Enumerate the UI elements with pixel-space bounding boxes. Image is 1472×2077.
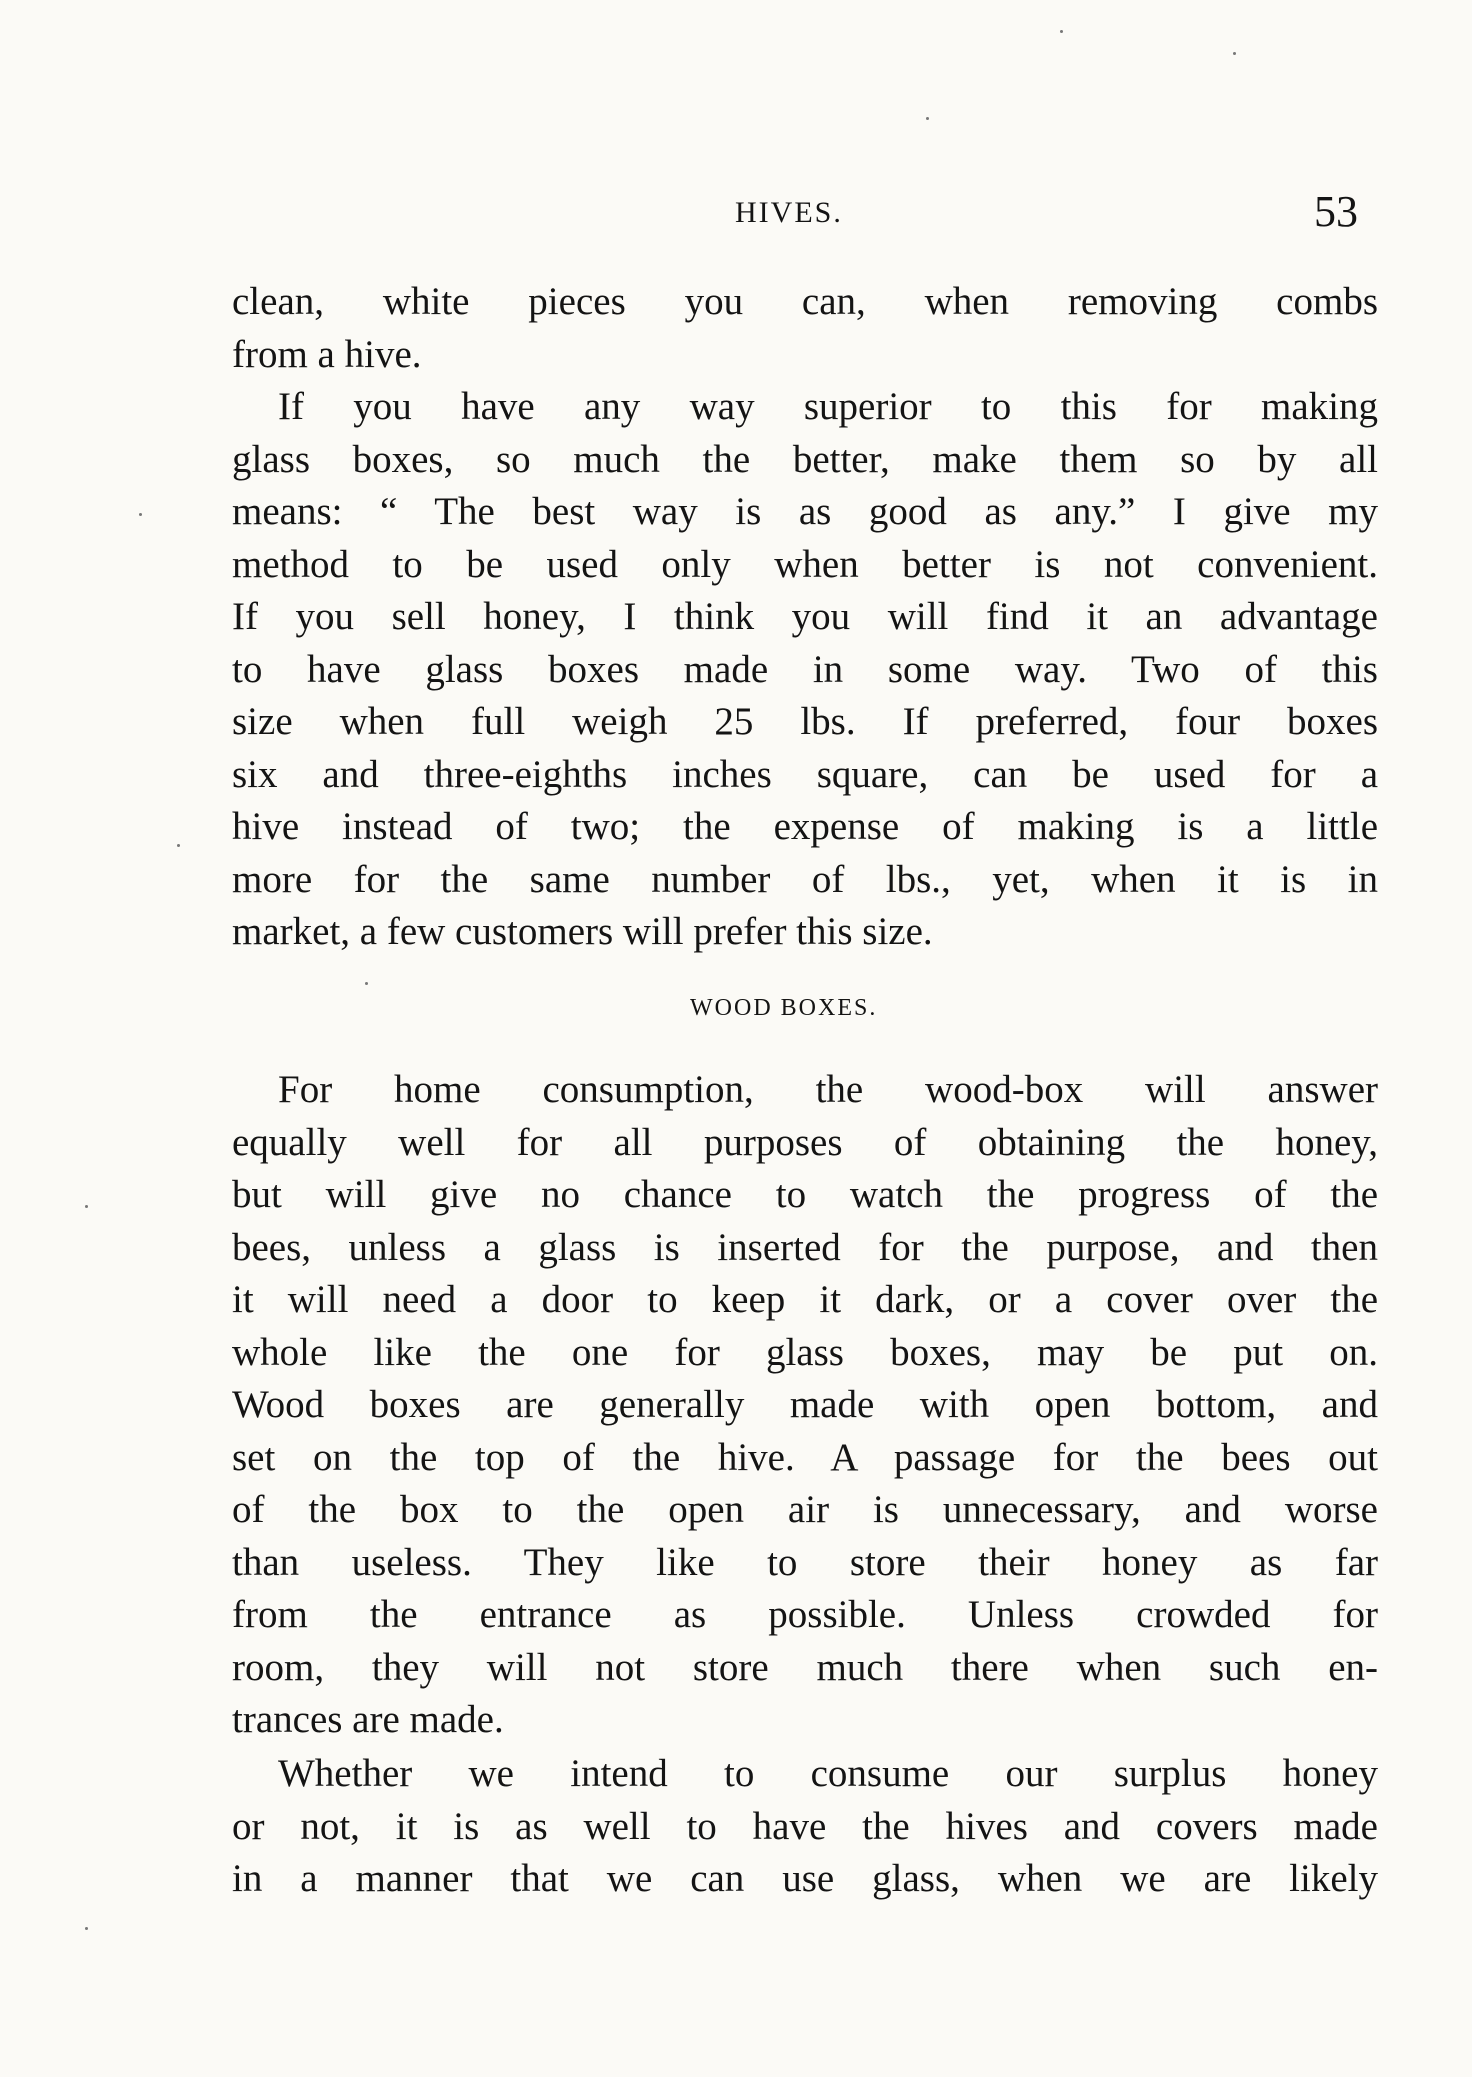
- paper-speck: [85, 1927, 88, 1930]
- text-line: from a hive.: [232, 332, 422, 376]
- paragraph-continued: [232, 276, 1378, 381]
- text-line: Wood boxes are generally made with open bottom, and: [232, 1383, 1378, 1426]
- text-line: Whether we intend to consume our surplus honey: [278, 1752, 1378, 1795]
- paper-speck: [177, 844, 180, 847]
- text-line: to have glass boxes made in some way. Two of this: [232, 647, 1378, 691]
- running-head: HIVES.: [735, 196, 843, 229]
- text-line: size when full weigh 25 lbs. If preferred, four boxes: [232, 700, 1378, 743]
- paper-speck: [1060, 30, 1063, 33]
- text-line: set on the top of the hive. A passage for the bees out: [232, 1435, 1378, 1479]
- text-line: it will need a door to keep it dark, or a cover over the: [232, 1278, 1378, 1321]
- text-line: means: “ The best way is as good as any.” I give my: [232, 490, 1378, 533]
- text-line: method to be used only when better is not convenient.: [232, 542, 1378, 586]
- paper-speck: [139, 513, 142, 516]
- text-line: If you have any way superior to this for making: [278, 385, 1378, 428]
- paper-speck: [85, 1205, 88, 1208]
- text-line: hive instead of two; the expense of making is a little: [232, 805, 1378, 848]
- text-line: clean, white pieces you can, when removing combs: [232, 280, 1378, 323]
- text-line: six and three-eighths inches square, can be used for a: [232, 752, 1378, 796]
- text-line: trances are made.: [232, 1698, 504, 1741]
- text-line: more for the same number of lbs., yet, when it is in: [232, 857, 1378, 901]
- text-line: If you sell honey, I think you will find it an advantage: [232, 595, 1378, 638]
- text-line: whole like the one for glass boxes, may be put on.: [232, 1330, 1378, 1374]
- text-line: in a manner that we can use glass, when we are likely: [232, 1857, 1378, 1900]
- paper-speck: [365, 982, 368, 985]
- page-number: 53: [1314, 187, 1358, 236]
- text-line: or not, it is as well to have the hives and covers made: [232, 1804, 1378, 1848]
- page-header: [0, 186, 1472, 246]
- text-line: market, a few customers will prefer this size.: [232, 910, 933, 953]
- text-line: For home consumption, the wood-box will answer: [278, 1068, 1378, 1111]
- text-line: equally well for all purposes of obtaining the honey,: [232, 1120, 1378, 1164]
- section-heading: WOOD BOXES.: [690, 995, 878, 1021]
- paragraph-wood-boxes: [232, 1064, 1378, 1747]
- paper-speck: [1233, 52, 1236, 55]
- paragraph-surplus-honey: [232, 1748, 1378, 1906]
- text-line: glass boxes, so much the better, make them so by all: [232, 437, 1378, 481]
- text-line: room, they will not store much there when such en-: [232, 1645, 1378, 1689]
- text-line: than useless. They like to store their honey as far: [232, 1540, 1378, 1584]
- text-line: of the box to the open air is unnecessary, and worse: [232, 1488, 1378, 1531]
- paragraph-glass-boxes: [232, 381, 1378, 959]
- text-line: bees, unless a glass is inserted for the purpose, and then: [232, 1225, 1378, 1269]
- paper-speck: [926, 117, 929, 120]
- text-line: but will give no chance to watch the progress of the: [232, 1173, 1378, 1216]
- text-line: from the entrance as possible. Unless crowded for: [232, 1593, 1378, 1636]
